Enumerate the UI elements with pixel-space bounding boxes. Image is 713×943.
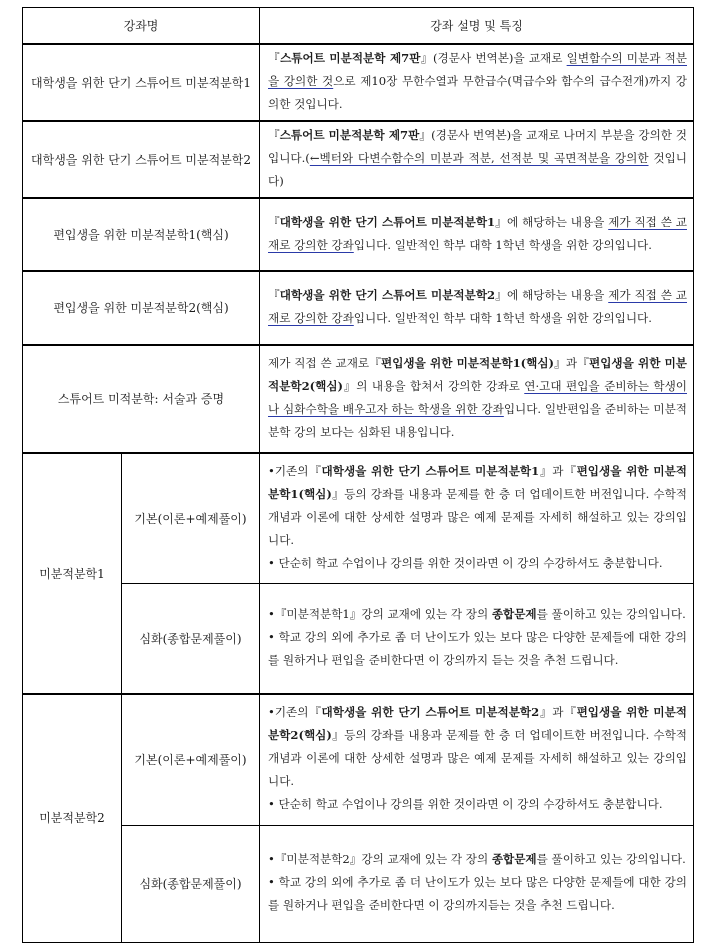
- sub-course-name: 기본(이론+예제풀이): [122, 453, 260, 583]
- bold-text: 스튜어트 미분적분학 제7판: [279, 128, 420, 142]
- table-row: [23, 825, 694, 942]
- table-row: [23, 694, 694, 825]
- text-segment: 를 풀이하고 있는 강의입니다.: [536, 852, 686, 866]
- text-segment: •기존의『: [268, 463, 322, 478]
- bold-text: 편입생을 위한 미분적분학2(핵심): [268, 356, 688, 393]
- bold-text: 편입생을 위한 미분적분학2(핵심): [268, 705, 687, 743]
- underlined-text: 제가 직접 쓴 교재로 강의한 강좌: [268, 214, 687, 252]
- course-description: [260, 44, 694, 121]
- description-paragraph: [268, 848, 687, 871]
- table-row: [23, 198, 694, 271]
- description-paragraph: [268, 603, 687, 626]
- text-segment: 』등의 강좌를 내용과 문제를 한 층 더 업데이트한 버전입니다. 수학적 개념과 이론에 대한 상세한 설명과 많은 예제 문제를 자세히 해설하고 있는 강의입니다.: [268, 486, 687, 547]
- description-paragraph: [268, 701, 687, 793]
- bold-text: 대학생을 위한 단기 스튜어트 미분적분학1: [279, 214, 496, 229]
- sub-course-name: 심화(종합문제풀이): [122, 583, 260, 694]
- course-description: [260, 583, 694, 694]
- bold-text: 편입생을 위한 미분적분학1(핵심): [268, 463, 687, 501]
- text-segment: 』의 내용을 합쳐서 강의한 강좌로: [343, 379, 525, 393]
- text-segment: 』과『: [539, 463, 577, 478]
- course-name: 대학생을 위한 단기 스튜어트 미분적분학1: [23, 44, 260, 121]
- course-name: 스튜어트 미적분학: 서술과 증명: [23, 345, 260, 453]
- description-paragraph: [268, 352, 687, 444]
- text-segment: 』과『: [554, 356, 590, 370]
- course-name: 편입생을 위한 미분적분학2(핵심): [23, 271, 260, 345]
- description-paragraph: [268, 793, 687, 816]
- description-paragraph: [268, 626, 687, 672]
- bold-text: 스튜어트 미분적분학 제7판: [280, 51, 421, 65]
- group-name: 미분적분학2: [23, 694, 122, 942]
- text-segment: 』에 해당하는 내용을: [495, 288, 609, 302]
- table-row: [23, 44, 694, 121]
- bold-text: 대학생을 위한 단기 스튜어트 미분적분학2: [279, 288, 496, 302]
- text-segment: 『: [268, 128, 280, 142]
- text-segment: 것입니다): [268, 151, 687, 188]
- text-segment: 』(경문사 번역본)을 교재로 나머지 부분을 강의한 것입니다.(: [268, 128, 687, 165]
- bold-text: 대학생을 위한 단기 스튜어트 미분적분학1: [321, 463, 540, 478]
- text-segment: • 단순히 학교 수업이나 강의를 위한 것이라면 이 강의 수강하셔도 충분합니다.: [268, 555, 663, 570]
- table-row: [23, 453, 694, 583]
- description-paragraph: [268, 871, 687, 917]
- course-table-page: [22, 7, 693, 943]
- table-row: [23, 345, 694, 453]
- table-row: [23, 583, 694, 694]
- underlined-text: 제가 직접 쓴 교재로 강의한 강좌: [268, 288, 687, 325]
- group-name: 미분적분학1: [23, 453, 122, 694]
- text-segment: 』과『: [539, 705, 577, 720]
- text-segment: 를 풀이하고 있는 강의입니다.: [536, 606, 686, 621]
- text-segment: 제가 직접 쓴 교재로『: [268, 356, 382, 370]
- description-paragraph: [268, 211, 687, 257]
- underlined-text: 연·고대 편입을 준비하는 학생이나 심화수학을 배우고자 하는 학생을 위한 강좌: [268, 379, 687, 416]
- text-segment: 』등의 강좌를 내용과 문제를 한 층 더 업데이트한 버전입니다. 수학적 개념과 이론에 대한 상세한 설명과 많은 예제 문제를 자세히 해설하고 있는 강의입니다.: [268, 728, 687, 789]
- course-description: [260, 198, 694, 271]
- description-paragraph: [268, 284, 687, 330]
- course-table: [22, 7, 694, 943]
- course-description: [260, 271, 694, 345]
- bold-text: 편입생을 위한 미분적분학1(핵심): [381, 356, 555, 370]
- course-name-header: 강좌명: [23, 8, 260, 45]
- description-paragraph: [268, 47, 687, 116]
- bold-text: 종합문제: [491, 606, 537, 621]
- course-description: [260, 453, 694, 583]
- text-segment: •『미분적분학1』강의 교재에 있는 각 장의: [268, 606, 492, 621]
- course-description: [260, 825, 694, 942]
- course-description: [260, 121, 694, 198]
- text-segment: •『미분적분학2』강의 교재에 있는 각 장의: [268, 852, 492, 866]
- table-row: [23, 271, 694, 345]
- text-segment: •기존의『: [268, 705, 322, 720]
- bold-text: 대학생을 위한 단기 스튜어트 미분적분학2: [321, 705, 540, 720]
- bold-text: 종합문제: [491, 852, 537, 866]
- description-paragraph: [268, 124, 687, 193]
- underlined-text: ←벡터와 다변수함수의 미분과 적분, 선적분 및 곡면적분을 강의한: [309, 151, 649, 165]
- course-description: [260, 694, 694, 825]
- sub-course-name: 심화(종합문제풀이): [122, 825, 260, 942]
- table-header-row: [23, 8, 694, 45]
- text-segment: 』에 해당하는 내용을: [495, 214, 609, 229]
- text-segment: 『: [268, 288, 280, 302]
- text-segment: 』(경문사 번역본)을 교재로: [420, 51, 567, 65]
- text-segment: 입니다. 일반편입을 준비하는 미분적분학 강의 보다는 심화된 내용입니다.: [268, 402, 687, 439]
- text-segment: 으로 제10장 무한수열과 무한급수(멱급수와 함수의 급수전개)까지 강의한 것입니다.: [268, 74, 687, 111]
- course-name: 대학생을 위한 단기 스튜어트 미분적분학2: [23, 121, 260, 198]
- course-description: [260, 345, 694, 453]
- text-segment: • 단순히 학교 수업이나 강의를 위한 것이라면 이 강의 수강하셔도 충분합니다.: [268, 797, 663, 812]
- text-segment: 『: [268, 51, 281, 65]
- course-name: 편입생을 위한 미분적분학1(핵심): [23, 198, 260, 271]
- text-segment: • 학교 강의 외에 추가로 좀 더 난이도가 있는 보다 많은 다양한 문제들에 대한 강의를 원하거나 편입을 준비한다면 이 강의까지 듣는 것을 추천 드립니다.: [268, 629, 687, 667]
- description-paragraph: [268, 460, 687, 552]
- description-paragraph: [268, 552, 687, 575]
- text-segment: 입니다. 일반적인 학부 대학 1학년 학생을 위한 강의입니다.: [353, 237, 652, 252]
- text-segment: 입니다. 일반적인 학부 대학 1학년 학생을 위한 강의입니다.: [353, 311, 652, 325]
- sub-course-name: 기본(이론+예제풀이): [122, 694, 260, 825]
- text-segment: • 학교 강의 외에 추가로 좀 더 난이도가 있는 보다 많은 다양한 문제들에 대한 강의를 원하거나 편입을 준비한다면 이 강의까지듣는 것을 추천 드립니다.: [268, 875, 687, 912]
- underlined-text: 일변함수의 미분과 적분을 강의한 것: [268, 51, 687, 88]
- table-row: [23, 121, 694, 198]
- course-description-header: 강좌 설명 및 특징: [260, 8, 694, 45]
- text-segment: 『: [268, 214, 280, 229]
